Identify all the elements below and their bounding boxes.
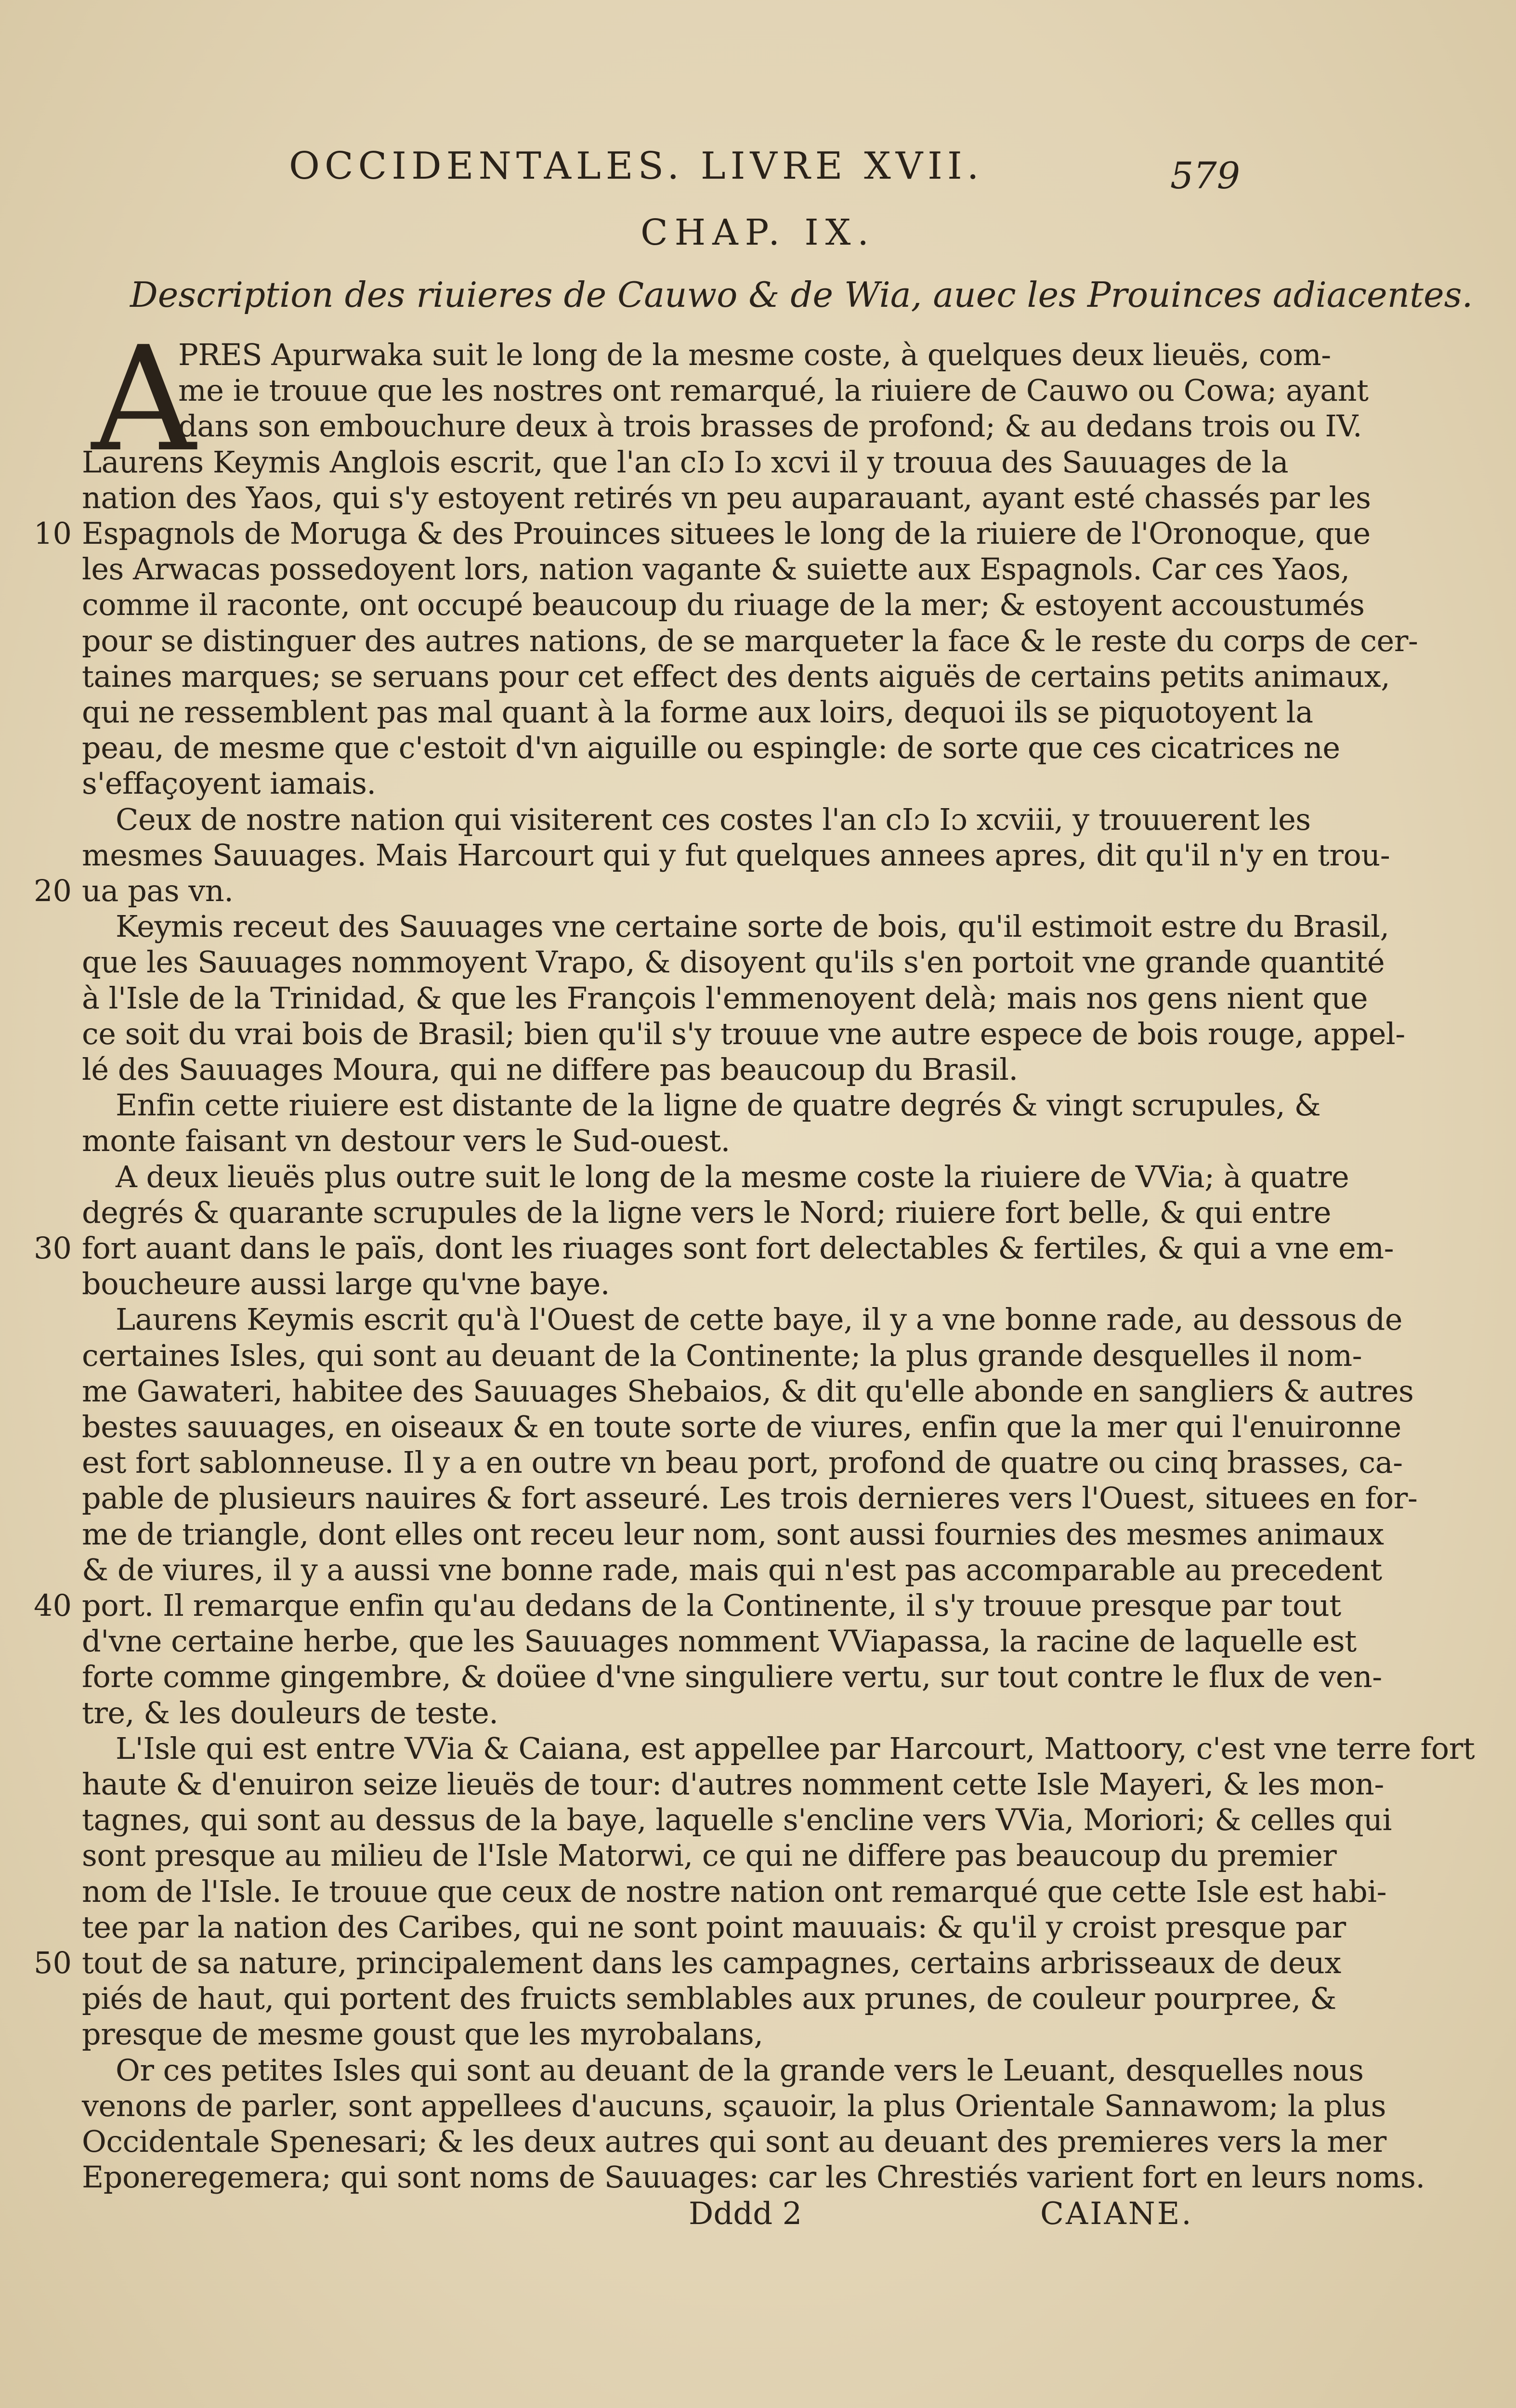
text-line: monte faisant vn destour vers le Sud-ouest. (82, 1123, 730, 1159)
text-line: pour se distinguer des autres nations, de se marqueter la face & le reste du corps de cer- (82, 623, 1418, 658)
text-line: peau, de mesme que c'estoit d'vn aiguille ou espingle: de sorte que ces cicatrices ne (82, 730, 1340, 766)
text-line: ua pas vn. (82, 873, 234, 908)
running-head: OCCIDENTALES. LIVRE XVII. (289, 144, 984, 188)
text-line: bestes sauuages, en oiseaux & en toute sorte de viures, enfin que la mer qui l'enuironne (82, 1409, 1401, 1444)
text-line: forte comme gingembre, & doüee d'vne singuliere vertu, sur tout contre le flux de ven- (82, 1659, 1382, 1695)
signature-mark: Dddd 2 (689, 2196, 802, 2232)
text-line: Occidentale Spenesari; & les deux autres qui sont au deuant des premieres vers la mer (82, 2124, 1386, 2159)
margin-line-number: 50 (34, 1945, 72, 1980)
text-line: port. Il remarque enfin qu'au dedans de la Continente, il s'y trouue presque par tout (82, 1588, 1341, 1623)
text-line: tre, & les douleurs de teste. (82, 1695, 498, 1730)
text-line: presque de mesme goust que les myrobalans, (82, 2016, 763, 2052)
text-line: dans son embouchure deux à trois brasses de profond; & au dedans trois ou IV. (178, 408, 1362, 444)
text-line: venons de parler, sont appellees d'aucuns, sçauoir, la plus Orientale Sannawom; la plus (82, 2088, 1386, 2123)
text-line: me de triangle, dont elles ont receu leur nom, sont aussi fournies des mesmes animaux (82, 1516, 1384, 1552)
text-line: tee par la nation des Caribes, qui ne sont point mauuais: & qu'il y croist presque par (82, 1909, 1346, 1945)
catchword: CAIANE. (1040, 2196, 1193, 2232)
text-line: lé des Sauuages Moura, qui ne differe pas beaucoup du Brasil. (82, 1052, 1018, 1087)
text-line: est fort sablonneuse. Il y a en outre vn beau port, profond de quatre ou cinq brasses, ca- (82, 1445, 1403, 1480)
text-line: comme il raconte, ont occupé beaucoup du riuage de la mer; & estoyent accoustumés (82, 587, 1365, 623)
text-line: nation des Yaos, qui s'y estoyent retirés vn peu auparauant, ayant esté chassés par les (82, 480, 1371, 515)
text-line: à l'Isle de la Trinidad, & que les François l'emmenoyent delà; mais nos gens nient que (82, 980, 1368, 1016)
text-line: ce soit du vrai bois de Brasil; bien qu'il s'y trouue vne autre espece de bois rouge, appel- (82, 1016, 1405, 1051)
section-title: Description des riuieres de Cauwo & de Wia, auec les Prouinces adiacentes. (130, 275, 1473, 315)
text-line: sont presque au milieu de l'Isle Matorwi, ce qui ne differe pas beaucoup du premier (82, 1838, 1337, 1873)
text-line: & de viures, il y a aussi vne bonne rade, mais qui n'est pas accomparable au precedent (82, 1552, 1382, 1587)
text-line: d'vne certaine herbe, que les Sauuages nomment VViapassa, la racine de laquelle est (82, 1623, 1357, 1659)
margin-line-number: 40 (34, 1588, 72, 1623)
text-line: fort auant dans le païs, dont les riuages sont fort delectables & fertiles, & qui a vne em- (82, 1230, 1394, 1266)
text-line: degrés & quarante scrupules de la ligne vers le Nord; riuiere fort belle, & qui entre (82, 1194, 1331, 1230)
text-line: Ceux de nostre nation qui visiterent ces costes l'an cIɔ Iɔ xcviii, y trouuerent les (116, 801, 1311, 837)
text-line: A deux lieuës plus outre suit le long de la mesme coste la riuiere de VVia; à quatre (116, 1159, 1349, 1194)
margin-line-number: 20 (34, 873, 72, 908)
text-line: tout de sa nature, principalement dans les campagnes, certains arbrisseaux de deux (82, 1945, 1341, 1980)
text-line: certaines Isles, qui sont au deuant de la Continente; la plus grande desquelles il nom- (82, 1337, 1362, 1373)
text-line: piés de haut, qui portent des fruicts semblables aux prunes, de couleur pourpree, & (82, 1981, 1336, 2016)
text-line: me ie trouue que les nostres ont remarqué, la riuiere de Cauwo ou Cowa; ayant (178, 373, 1369, 408)
text-line: qui ne ressemblent pas mal quant à la forme aux loirs, dequoi ils se piquotoyent la (82, 694, 1313, 730)
text-line: L'Isle qui est entre VVia & Caiana, est appellee par Harcourt, Mattoory, c'est vne terre fort (116, 1730, 1475, 1766)
text-line: Keymis receut des Sauuages vne certaine sorte de bois, qu'il estimoit estre du Brasil, (116, 909, 1389, 944)
margin-line-number: 10 (34, 516, 72, 551)
text-line: tagnes, qui sont au dessus de la baye, laquelle s'encline vers VVia, Moriori; & celles qui (82, 1802, 1392, 1838)
drop-cap: A (91, 315, 196, 484)
text-line: mesmes Sauuages. Mais Harcourt qui y fut quelques annees apres, dit qu'il n'y en trou- (82, 837, 1390, 873)
margin-line-number: 30 (34, 1230, 72, 1266)
text-line: Espagnols de Moruga & des Prouinces situees le long de la riuiere de l'Oronoque, que (82, 516, 1371, 551)
text-line: nom de l'Isle. Ie trouue que ceux de nostre nation ont remarqué que cette Isle est habi- (82, 1873, 1387, 1909)
text-line: s'effaçoyent iamais. (82, 766, 376, 801)
text-line: Or ces petites Isles qui sont au deuant de la grande vers le Leuant, desquelles nous (116, 2052, 1364, 2088)
text-line: les Arwacas possedoyent lors, nation vagante & suiette aux Espagnols. Car ces Yaos, (82, 551, 1350, 587)
text-line: Laurens Keymis escrit qu'à l'Ouest de cette baye, il y a vne bonne rade, au dessous de (116, 1302, 1402, 1337)
page-number: 579 (1170, 154, 1241, 197)
text-line: Enfin cette riuiere est distante de la ligne de quatre degrés & vingt scrupules, & (116, 1087, 1321, 1123)
text-line: taines marques; se seruans pour cet effect des dents aiguës de certains petits animaux, (82, 658, 1390, 694)
text-line: me Gawateri, habitee des Sauuages Shebaios, & dit qu'elle abonde en sangliers & autres (82, 1373, 1414, 1409)
text-line: PRES Apurwaka suit le long de la mesme coste, à quelques deux lieuës, com- (178, 337, 1331, 372)
text-line: boucheure aussi large qu'vne baye. (82, 1266, 610, 1302)
text-line: pable de plusieurs nauires & fort asseuré. Les trois dernieres vers l'Ouest, situees en for- (82, 1480, 1418, 1516)
text-line: Eponeregemera; qui sont noms de Sauuages: car les Chrestiés varient fort en leurs noms. (82, 2159, 1425, 2195)
text-line: que les Sauuages nommoyent Vrapo, & disoyent qu'ils s'en portoit vne grande quantité (82, 944, 1385, 980)
text-line: haute & d'enuiron seize lieuës de tour: d'autres nomment cette Isle Mayeri, & les mon- (82, 1767, 1384, 1802)
text-line: Laurens Keymis Anglois escrit, que l'an cIɔ Iɔ xcvi il y trouua des Sauuages de la (82, 444, 1289, 480)
chapter-heading: CHAP. IX. (640, 212, 876, 253)
